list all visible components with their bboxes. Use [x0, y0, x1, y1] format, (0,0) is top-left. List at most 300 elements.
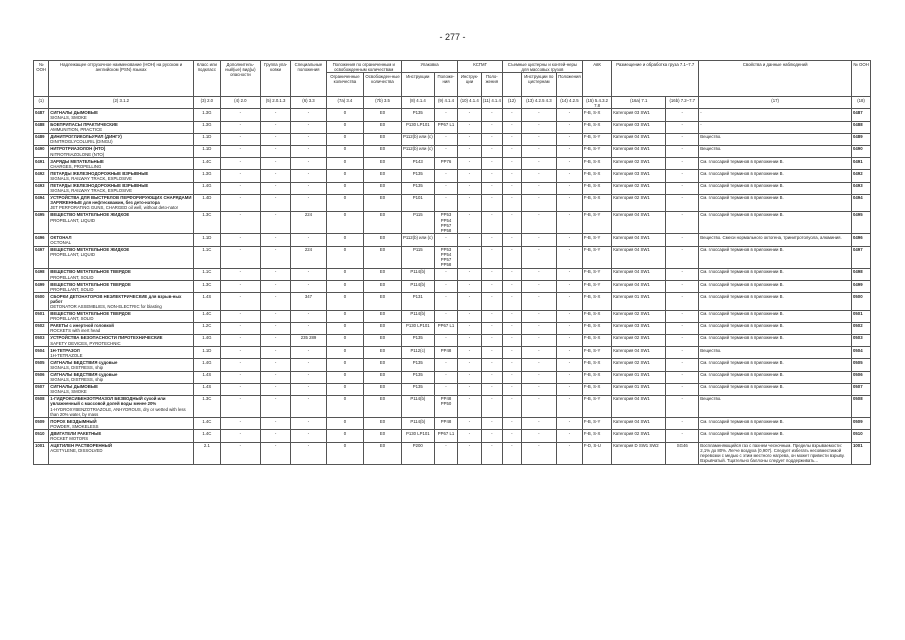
shipping-name-cell — [49, 371, 194, 383]
un-number-cell: 0496 — [34, 234, 49, 246]
seg-cell: - — [666, 430, 699, 442]
eq-cell: E0 — [364, 170, 402, 182]
pi-cell: P135 — [401, 383, 434, 395]
table-row — [34, 145, 871, 157]
cls-cell: 1.4G — [193, 182, 220, 194]
shipping-name-ru: НИТРОТРИАЗОЛОН (НТО) — [50, 146, 106, 152]
shipping-name-cell — [49, 246, 194, 268]
un-number-cell: 0501 — [852, 310, 871, 322]
ibc-cell: - — [458, 234, 482, 246]
pp-cell: PP48 — [434, 347, 458, 359]
shipping-name-ru: РАКЕТЫ с инертной головкой — [50, 323, 114, 329]
sub-cell: - — [220, 170, 260, 182]
stow-cell: Категория 04 SW1 — [612, 133, 666, 145]
eq-cell: E0 — [364, 133, 402, 145]
eq-cell: E0 — [364, 145, 402, 157]
ibc-cell: - — [458, 430, 482, 442]
shipping-name-cell — [49, 347, 194, 359]
c12-cell: - — [502, 234, 521, 246]
lq-cell: 0 — [326, 133, 364, 145]
pp-cell: - — [434, 293, 458, 310]
shipping-name-ru: УСТРОЙСТВА БЕЗОПАСНОСТИ ПИРОТЕХНИЧЕСКИЕ — [50, 335, 163, 341]
c12-cell: - — [502, 182, 521, 194]
pi-cell: P114(b) — [401, 395, 434, 417]
seg-cell: - — [666, 268, 699, 280]
eq-cell: E0 — [364, 347, 402, 359]
cls-cell: 1.2C — [193, 322, 220, 334]
un-number-cell: 0491 — [852, 158, 871, 170]
seg-cell: - — [666, 170, 699, 182]
ibcp-cell: - — [481, 322, 502, 334]
cls-cell: 1.4S — [193, 293, 220, 310]
tank-cell: - — [521, 371, 556, 383]
sp-cell: - — [291, 170, 326, 182]
sub-cell: - — [220, 383, 260, 395]
cls-cell: 1.3G — [193, 109, 220, 121]
seg-cell: - — [666, 158, 699, 170]
un-number-cell: 0510 — [34, 430, 49, 442]
tankp-cell: - — [556, 359, 582, 371]
pg-cell: - — [260, 359, 291, 371]
tankp-cell: - — [556, 430, 582, 442]
ibcp-cell: - — [481, 182, 502, 194]
table-row — [34, 246, 871, 268]
pg-cell: - — [260, 430, 291, 442]
header-cell: Инструкции по цистернам — [521, 73, 556, 97]
column-number: (12) — [502, 97, 521, 109]
pi-cell: P135 — [401, 359, 434, 371]
eq-cell: E0 — [364, 293, 402, 310]
shipping-name-cell — [49, 334, 194, 346]
sub-cell: - — [220, 211, 260, 233]
prop-cell: См. глоссарий терминов в приложении В. — [699, 310, 852, 322]
ibcp-cell: - — [481, 334, 502, 346]
tank-cell: - — [521, 442, 556, 464]
prop-cell: См. глоссарий терминов в приложении В. — [699, 194, 852, 211]
un-number-cell: 0499 — [852, 281, 871, 293]
dangerous-goods-table — [33, 60, 871, 465]
prop-cell: Вещество. — [699, 133, 852, 145]
ibcp-cell: - — [481, 133, 502, 145]
ibc-cell: - — [458, 359, 482, 371]
pi-cell: P112(b) или (c) — [401, 145, 434, 157]
un-number-cell: 0506 — [34, 371, 49, 383]
shipping-name-en: PROPELLANT, LIQUID — [50, 217, 95, 223]
tank-cell: - — [521, 334, 556, 346]
ibcp-cell: - — [481, 293, 502, 310]
eq-cell: E0 — [364, 371, 402, 383]
pp-cell: PP76 — [434, 158, 458, 170]
pi-cell: P130 LP101 — [401, 322, 434, 334]
table-row — [34, 395, 871, 417]
ibcp-cell: - — [481, 246, 502, 268]
pp-cell: PP67 L1 — [434, 121, 458, 133]
ibc-cell: - — [458, 211, 482, 233]
pi-cell: P114(b) — [401, 281, 434, 293]
ems-cell: F-B, S-X — [582, 371, 611, 383]
pi-cell: P115 — [401, 211, 434, 233]
ems-cell: F-B, S-X — [582, 182, 611, 194]
tankp-cell: - — [556, 121, 582, 133]
table-row — [34, 442, 871, 464]
un-number-cell: 0509 — [852, 418, 871, 430]
prop-cell: См. глоссарий терминов в приложении В. — [699, 418, 852, 430]
eq-cell: E0 — [364, 395, 402, 417]
sp-cell: 235 289 — [291, 334, 326, 346]
c12-cell: - — [502, 268, 521, 280]
table-row — [34, 310, 871, 322]
pg-cell: - — [260, 121, 291, 133]
ems-cell: F-B, S-Y — [582, 268, 611, 280]
ibc-cell: - — [458, 281, 482, 293]
lq-cell: 0 — [326, 347, 364, 359]
pp-cell: - — [434, 371, 458, 383]
sub-cell: - — [220, 182, 260, 194]
ibcp-cell: - — [481, 281, 502, 293]
ems-cell: F-B, S-X — [582, 121, 611, 133]
stow-cell: Категория 03 SW1 — [612, 109, 666, 121]
prop-cell: См. глоссарий терминов в приложении В. — [699, 246, 852, 268]
ibc-cell: - — [458, 158, 482, 170]
tankp-cell: - — [556, 158, 582, 170]
prop-cell: См. глоссарий терминов в приложении В. — [699, 293, 852, 310]
header-cell: Свойства и данные наблюдений — [699, 61, 852, 97]
eq-cell: E0 — [364, 194, 402, 211]
header-cell: Упаковка — [401, 61, 457, 73]
tank-cell: - — [521, 194, 556, 211]
shipping-name-en: PROPELLANT, SOLID — [50, 316, 94, 322]
pi-cell: P135 — [401, 109, 434, 121]
c12-cell: - — [502, 310, 521, 322]
un-number-cell: 0501 — [34, 310, 49, 322]
seg-cell: SG46 — [666, 442, 699, 464]
header-cell: КСГМГ — [458, 61, 503, 73]
pi-cell: P135 — [401, 371, 434, 383]
pi-cell: P101 — [401, 194, 434, 211]
cls-cell: 1.4C — [193, 418, 220, 430]
pg-cell: - — [260, 145, 291, 157]
table-row — [34, 182, 871, 194]
un-number-cell: 1001 — [852, 442, 871, 464]
ibc-cell: - — [458, 145, 482, 157]
shipping-name-cell — [49, 442, 194, 464]
pi-cell: P200 — [401, 442, 434, 464]
eq-cell: E0 — [364, 281, 402, 293]
table-row — [34, 170, 871, 182]
page-number: - 277 - — [439, 32, 466, 42]
lq-cell: 0 — [326, 322, 364, 334]
un-number-cell: 0488 — [852, 121, 871, 133]
c12-cell: - — [502, 194, 521, 211]
sub-cell: - — [220, 133, 260, 145]
pp-cell: - — [434, 133, 458, 145]
shipping-name-ru: СИГНАЛЫ БЕДСТВИЯ судовые — [50, 359, 118, 365]
ems-cell: F-B, S-Y — [582, 418, 611, 430]
stow-cell: Категория 04 SW1 — [612, 281, 666, 293]
stow-cell: Категория D SW1 SW2 — [612, 442, 666, 464]
shipping-name-cell — [49, 310, 194, 322]
lq-cell: 0 — [326, 371, 364, 383]
header-cell: Дополнитель-ный(ые) вид(ы) опасности — [220, 61, 260, 97]
un-number-cell: 0487 — [34, 109, 49, 121]
shipping-name-ru: ЗАРЯДЫ МЕТАТЕЛЬНЫЕ — [50, 158, 104, 164]
c12-cell: - — [502, 322, 521, 334]
ibc-cell: - — [458, 182, 482, 194]
sub-cell: - — [220, 145, 260, 157]
shipping-name-cell — [49, 418, 194, 430]
cls-cell: 1.4G — [193, 359, 220, 371]
ibc-cell: - — [458, 121, 482, 133]
tank-cell: - — [521, 430, 556, 442]
prop-cell: См. глоссарий терминов в приложении В. — [699, 182, 852, 194]
lq-cell: 0 — [326, 211, 364, 233]
shipping-name-cell — [49, 359, 194, 371]
shipping-name-ru: ПЕТАРДЫ ЖЕЛЕЗНОДОРОЖНЫЕ ВЗРЫВНЫЕ — [50, 170, 149, 176]
pp-cell: - — [434, 182, 458, 194]
pg-cell: - — [260, 133, 291, 145]
shipping-name-cell — [49, 430, 194, 442]
header-cell — [502, 73, 521, 97]
seg-cell: - — [666, 383, 699, 395]
ems-cell: F-B, S-X — [582, 322, 611, 334]
pp-cell: - — [434, 442, 458, 464]
un-number-cell: 0508 — [34, 395, 49, 417]
header-cell: Класс или подкласс — [193, 61, 220, 97]
pg-cell: - — [260, 158, 291, 170]
ibcp-cell: - — [481, 211, 502, 233]
pp-cell: - — [434, 281, 458, 293]
un-number-cell: 0494 — [852, 194, 871, 211]
header-cell: Группа упа-ковки — [260, 61, 291, 97]
stow-cell: Категория 01 SW1 — [612, 293, 666, 310]
table-row — [34, 371, 871, 383]
c12-cell: - — [502, 158, 521, 170]
tank-cell: - — [521, 310, 556, 322]
eq-cell: E0 — [364, 359, 402, 371]
tankp-cell: - — [556, 293, 582, 310]
seg-cell: - — [666, 246, 699, 268]
ibcp-cell: - — [481, 109, 502, 121]
c12-cell: - — [502, 109, 521, 121]
tank-cell: - — [521, 121, 556, 133]
ems-cell: F-B, S-Y — [582, 395, 611, 417]
ibc-cell: - — [458, 371, 482, 383]
tankp-cell: - — [556, 268, 582, 280]
shipping-name-en: SIGNALS, RAILWAY TRACK, EXPLOSIVE — [50, 175, 132, 181]
un-number-cell: 0489 — [34, 133, 49, 145]
pi-cell: P130 LP101 — [401, 121, 434, 133]
shipping-name-cell — [49, 234, 194, 246]
un-number-cell: 0509 — [34, 418, 49, 430]
un-number-cell: 0497 — [852, 246, 871, 268]
prop-cell: Вещество. — [699, 347, 852, 359]
table-row — [34, 359, 871, 371]
shipping-name-cell — [49, 322, 194, 334]
pi-cell: P112(b) или (c) — [401, 234, 434, 246]
pg-cell: - — [260, 347, 291, 359]
cls-cell: 1.1D — [193, 347, 220, 359]
pi-cell: P143 — [401, 158, 434, 170]
ibc-cell: - — [458, 170, 482, 182]
stow-cell: Категория 01 SW1 — [612, 371, 666, 383]
sub-cell: - — [220, 194, 260, 211]
un-number-cell: 0495 — [34, 211, 49, 233]
c12-cell: - — [502, 281, 521, 293]
header-cell: Надлежащее отгрузочное наименование (НОН) на русском и английском (PSN) языках — [49, 61, 194, 97]
ibcp-cell: - — [481, 170, 502, 182]
pi-cell: P135 — [401, 170, 434, 182]
column-number: (16a) 7.1 — [612, 97, 666, 109]
cls-cell: 1.1C — [193, 246, 220, 268]
un-number-cell: 0492 — [852, 170, 871, 182]
stow-cell: Категория 02 SW1 — [612, 359, 666, 371]
ibc-cell: - — [458, 109, 482, 121]
c12-cell: - — [502, 347, 521, 359]
un-number-cell: 1001 — [34, 442, 49, 464]
pp-cell: - — [434, 109, 458, 121]
shipping-name-cell — [49, 194, 194, 211]
un-number-cell: 0506 — [852, 371, 871, 383]
c12-cell: - — [502, 246, 521, 268]
un-number-cell: 0508 — [852, 395, 871, 417]
shipping-name-en: OCTONAL — [50, 239, 71, 245]
seg-cell: - — [666, 145, 699, 157]
seg-cell: - — [666, 371, 699, 383]
lq-cell: 0 — [326, 234, 364, 246]
shipping-name-cell — [49, 293, 194, 310]
shipping-name-en: ROCKETS with inert head — [50, 328, 101, 334]
cls-cell: 1.1D — [193, 133, 220, 145]
shipping-name-ru: ВЕЩЕСТВО МЕТАТЕЛЬНОЕ ЖИДКОЕ — [50, 247, 130, 253]
tankp-cell: - — [556, 246, 582, 268]
shipping-name-en: 1H-TETRAZOLE — [50, 352, 83, 358]
tankp-cell: - — [556, 145, 582, 157]
sp-cell: 224 — [291, 211, 326, 233]
column-number: (5) 2.0.1.3 — [260, 97, 291, 109]
ibc-cell: - — [458, 395, 482, 417]
tank-cell: - — [521, 170, 556, 182]
stow-cell: Категория 03 SW1 — [612, 322, 666, 334]
un-number-cell: 0492 — [34, 170, 49, 182]
lq-cell: 0 — [326, 310, 364, 322]
ibc-cell: - — [458, 383, 482, 395]
lq-cell: 0 — [326, 359, 364, 371]
cls-cell: 1.4S — [193, 383, 220, 395]
prop-cell: - — [699, 109, 852, 121]
pi-cell: P114(b) — [401, 418, 434, 430]
shipping-name-cell — [49, 211, 194, 233]
shipping-name-en: SIGNALS, SMOKE — [50, 389, 87, 395]
un-number-cell: 0497 — [34, 246, 49, 268]
pg-cell: - — [260, 371, 291, 383]
tank-cell: - — [521, 211, 556, 233]
eq-cell: E0 — [364, 430, 402, 442]
un-number-cell: 0490 — [852, 145, 871, 157]
column-number: (1) — [34, 97, 49, 109]
pi-cell: P115 — [401, 246, 434, 268]
seg-cell: - — [666, 234, 699, 246]
ibcp-cell: - — [481, 310, 502, 322]
shipping-name-cell — [49, 182, 194, 194]
shipping-name-en: SIGNALS, RAILWAY TRACK, EXPLOSIVE — [50, 188, 132, 194]
shipping-name-en: ROCKET MOTORS — [50, 436, 89, 442]
c12-cell: - — [502, 145, 521, 157]
sp-cell: - — [291, 281, 326, 293]
shipping-name-ru: ОКТОНАЛ — [50, 234, 72, 240]
ibcp-cell: - — [481, 234, 502, 246]
table-row — [34, 322, 871, 334]
pp-cell: PP48 — [434, 418, 458, 430]
tankp-cell: - — [556, 395, 582, 417]
pg-cell: - — [260, 182, 291, 194]
un-number-cell: 0493 — [34, 182, 49, 194]
table-row — [34, 293, 871, 310]
c12-cell: - — [502, 395, 521, 417]
shipping-name-cell — [49, 121, 194, 133]
sp-cell: - — [291, 182, 326, 194]
pg-cell: - — [260, 395, 291, 417]
ems-cell: F-B, S-X — [582, 383, 611, 395]
sub-cell: - — [220, 281, 260, 293]
cls-cell: 1.4C — [193, 430, 220, 442]
ems-cell: F-B, S-X — [582, 334, 611, 346]
ibc-cell: - — [458, 293, 482, 310]
seg-cell: - — [666, 293, 699, 310]
shipping-name-en: PROPELLANT, LIQUID — [50, 252, 95, 258]
ibc-cell: - — [458, 418, 482, 430]
tank-cell: - — [521, 322, 556, 334]
ibc-cell: - — [458, 442, 482, 464]
table-row — [34, 334, 871, 346]
table-row — [34, 347, 871, 359]
shipping-name-cell — [49, 383, 194, 395]
pp-cell: - — [434, 170, 458, 182]
un-number-cell: 0499 — [34, 281, 49, 293]
column-number: (11) 4.1.4 — [481, 97, 502, 109]
column-number: (7a) 3.4 — [326, 97, 364, 109]
header-cell: Положения по ограниченным и освобожденным количествам — [326, 61, 401, 73]
ibc-cell: - — [458, 133, 482, 145]
header-cell: Инструк-ции — [458, 73, 482, 97]
ibc-cell: - — [458, 322, 482, 334]
un-number-cell: 0504 — [34, 347, 49, 359]
pi-cell: P112(c) — [401, 347, 434, 359]
ems-cell: F-B, S-Y — [582, 145, 611, 157]
shipping-name-ru: АЦЕТИЛЕН РАСТВОРЕННЫЙ — [50, 443, 112, 449]
shipping-name-ru: ВЕЩЕСТВО МЕТАТЕЛЬНОЕ ТВЕРДОЕ — [50, 281, 131, 287]
cls-cell: 2.1 — [193, 442, 220, 464]
sub-cell: - — [220, 430, 260, 442]
sp-cell: 224 — [291, 246, 326, 268]
shipping-name-en: NITROTRIAZOLONE (NTO) — [50, 151, 105, 157]
shipping-name-cell — [49, 281, 194, 293]
ems-cell: F-B, S-Y — [582, 281, 611, 293]
seg-cell: - — [666, 194, 699, 211]
seg-cell: - — [666, 182, 699, 194]
table-row — [34, 194, 871, 211]
shipping-name-en: POWDER, SMOKELESS — [50, 423, 99, 429]
tankp-cell: - — [556, 310, 582, 322]
tankp-cell: - — [556, 170, 582, 182]
sp-cell: - — [291, 347, 326, 359]
stow-cell: Категория 04 SW1 — [612, 246, 666, 268]
tankp-cell: - — [556, 418, 582, 430]
pi-cell: P114(b) — [401, 310, 434, 322]
tank-cell: - — [521, 281, 556, 293]
tankp-cell: - — [556, 442, 582, 464]
sp-cell: - — [291, 133, 326, 145]
ibc-cell: - — [458, 310, 482, 322]
